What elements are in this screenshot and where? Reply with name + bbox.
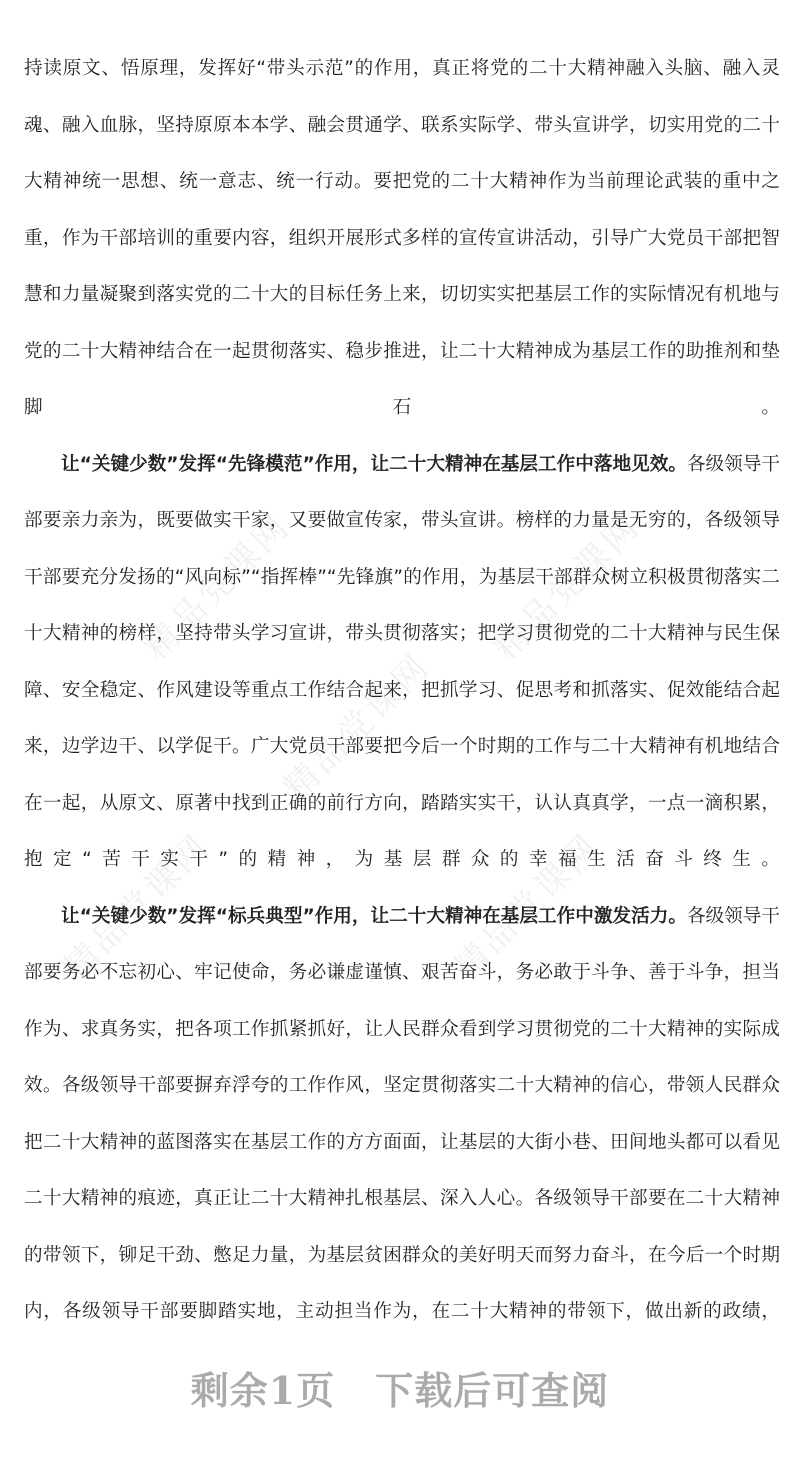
paragraph-text: 各级领导干部要亲力亲为，既要做实干家，又要做宣传家，带头宣讲。榜样的力量是无穷的，各级领导干部要充分发扬的“风向标”“指挥棒”“先锋旗”的作用，为基层干部群众树立积极贯彻落实二十大精神的榜样，坚持带头学习宣讲，带头贯彻落实；把学习贯彻党的二十大精神与民生保障、安全稳定、作风建设等重点工作结合起来，把抓学习、促思考和抓落实、促效能结合起来，边学边干、以学促干。广大党员干部要把今后一个时期的工作与二十大精神有机地结合在一起，从原文、原著中找到正确的前行方向，踏踏实实干，认认真真学，一点一滴积累，抱定“苦干实干”的精神，为基层群众的幸福生活奋斗终生。 xyxy=(24,453,780,870)
remaining-pages-label: 剩余1页 xyxy=(190,1368,336,1413)
watermark: 精品党课网 xyxy=(136,505,299,669)
paragraph-text: 各级领导干部要务必不忘初心、牢记使命，务必谦虚谨慎、艰苦奋斗，务必敢于斗争、善于斗争，担当作为、求真务实，把各项工作抓紧抓好，让人民群众看到学习贯彻党的二十大精神的实际成效。各级领导干部要摒弃浮夸的工作作风，坚定贯彻落实二十大精神的信心，带领人民群众把二十大精神的蓝图落实在基层工作的方方面面，让基层的大街小巷、田间地头都可以看见二十大精神的痕迹，真正让二十大精神扎根基层、深入人心。各级领导干部要在二十大精神的带领下，铆足干劲、憋足力量，为基层贫困群众的美好明天而努力奋斗，在今后一个时期内，各级领导干部要脚踏实地，主动担当作为，在二十大精神的带领下，做出新的政绩， xyxy=(24,905,780,1322)
document-body xyxy=(24,41,780,1341)
paragraph-2 xyxy=(24,437,780,889)
paragraph-lead-heading: 让“关键少数”发挥“先锋模范”作用，让二十大精神在基层工作中落地见效。 xyxy=(61,453,687,475)
watermark: 精品党课网 xyxy=(446,825,609,989)
paragraph-lead-heading: 让“关键少数”发挥“标兵典型”作用，让二十大精神在基层工作中激发活力。 xyxy=(61,905,687,927)
paragraph-1 xyxy=(24,41,780,437)
download-to-view-label: 下载后可查阅 xyxy=(375,1368,610,1413)
paragraph-text: 持读原文、悟原理，发挥好“带头示范”的作用，真正将党的二十大精神融入头脑、融入灵魂、融入血脉，坚持原原本本学、融会贯通学、联系实际学、带头宣讲学，切实用党的二十大精神统一思想、统一意志、统一行动。要把党的二十大精神作为当前理论武装的重中之重，作为干部培训的重要内容，组织开展形式多样的宣传宣讲活动，引导广大党员干部把智慧和力量凝聚到落实党的二十大的目标任务上来，切切实实把基层工作的实际情况有机地与党的二十大精神结合在一起贯彻落实、稳步推进，让二十大精神成为基层工作的助推剂和垫脚石。 xyxy=(24,58,780,418)
watermark: 精品党课网 xyxy=(56,825,219,989)
remaining-pages-banner[interactable] xyxy=(0,1360,800,1415)
watermark: 精品党课网 xyxy=(486,505,649,669)
paragraph-3 xyxy=(24,889,780,1341)
watermark: 精品党课网 xyxy=(276,645,439,809)
